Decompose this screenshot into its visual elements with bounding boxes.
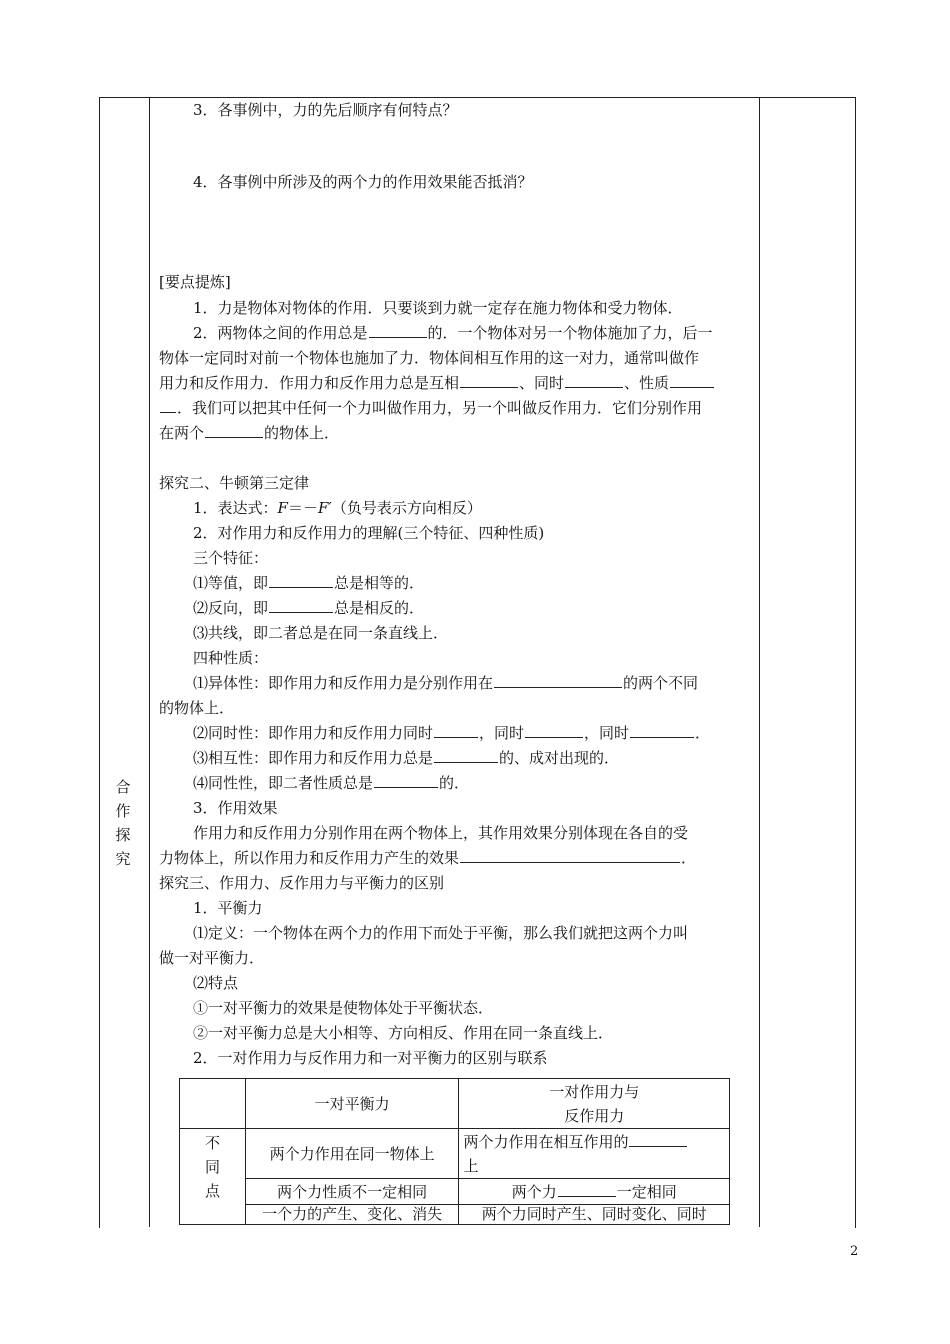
cell-balance: 一个力的产生、变化、消失	[245, 1205, 459, 1225]
key-point-2-line3	[159, 371, 715, 395]
fill-blank[interactable]	[434, 722, 478, 738]
topic-2-title: 探究二、牛顿第三定律	[159, 474, 310, 492]
property-4	[193, 771, 469, 795]
key-point-1: 1．力是物体对物体的作用．只要谈到力就一定存在施力物体和受力物体．	[193, 299, 683, 317]
section-label-char: 究	[115, 850, 131, 868]
text: ，同时	[584, 724, 630, 742]
features-heading: ⑵特点	[193, 974, 239, 992]
fill-blank[interactable]	[670, 372, 714, 388]
fill-blank[interactable]	[460, 372, 518, 388]
effect-line1: 作用力和反作用力分别作用在两个物体上，其作用效果分别体现在各自的受	[193, 824, 689, 842]
table-row	[180, 1179, 730, 1205]
row-heading-char: 同	[204, 1158, 220, 1176]
cell-action	[459, 1129, 730, 1179]
text: 、同时	[519, 374, 565, 392]
property-1-line2: 的物体上．	[159, 699, 235, 717]
text: 用力和反作用力．作用力和反作用力总是互相	[159, 374, 460, 392]
header-line: 一对作用力与	[549, 1082, 640, 1101]
fill-blank[interactable]	[630, 722, 694, 738]
text: ．	[681, 849, 697, 867]
text: ．	[695, 724, 711, 742]
fill-blank[interactable]	[525, 722, 583, 738]
column-divider-right	[759, 97, 760, 1227]
row-heading-char: 不	[204, 1134, 220, 1152]
cell-action: 两个力同时产生、同时变化、同时	[459, 1205, 730, 1225]
understanding-line: 2．对作用力和反作用力的理解(三个特征、四种性质)	[193, 524, 545, 542]
feature-1	[193, 571, 424, 595]
text: ⑴异体性：即作用力和反作用力是分别作用在	[193, 674, 494, 692]
table-header-row	[180, 1079, 730, 1129]
text: 总是相反的．	[334, 599, 425, 617]
comparison-table	[179, 1078, 730, 1225]
section-label-char: 探	[115, 826, 131, 844]
four-properties-heading: 四种性质：	[193, 649, 269, 667]
topic-3-title: 探究三、作用力、反作用力与平衡力的区别	[159, 874, 445, 892]
effect-line2	[159, 846, 696, 870]
key-points-header: [要点提炼]	[159, 273, 231, 291]
formula-op: ＝－	[287, 499, 318, 517]
comparison-heading: 2．一对作用力与反作用力和一对平衡力的区别与联系	[193, 1049, 548, 1067]
text: ⑵同时性：即作用力和反作用力同时	[193, 724, 434, 742]
fill-blank[interactable]	[434, 747, 498, 763]
cell-action	[459, 1179, 730, 1205]
table-row	[180, 1129, 730, 1179]
text: 的、成对出现的．	[499, 749, 620, 767]
property-2	[193, 721, 710, 745]
fill-blank[interactable]	[269, 597, 333, 613]
text: 总是相等的．	[334, 574, 425, 592]
question-3: 3．各事例中，力的先后顺序有何特点？	[193, 101, 458, 119]
text: 的两个不同	[623, 674, 699, 692]
key-point-2-line5	[159, 421, 339, 445]
balance-force-heading: 1．平衡力	[193, 899, 263, 917]
property-1-line1	[193, 671, 698, 695]
formula-var: F	[277, 499, 288, 517]
text: 两个力	[511, 1182, 557, 1201]
text: （负号表示方向相反）	[331, 499, 482, 517]
effect-heading: 3．作用效果	[193, 799, 278, 817]
text: 上	[463, 1156, 479, 1175]
text: 力物体上，所以作用力和反作用力产生的效果	[159, 849, 460, 867]
question-4: 4．各事例中所涉及的两个力的作用效果能否抵消？	[193, 173, 533, 191]
text: 2．两物体之间的作用总是	[193, 324, 368, 342]
fill-blank[interactable]	[160, 397, 176, 413]
fill-blank[interactable]	[269, 572, 333, 588]
definition-line1: ⑴定义：一个物体在两个力的作用下而处于平衡，那么我们就把这两个力叫	[193, 924, 689, 942]
text: 1．表达式：	[193, 499, 278, 517]
fill-blank[interactable]	[460, 847, 680, 863]
expression-line	[193, 496, 482, 520]
row-heading-differences	[180, 1129, 246, 1225]
text: 一定相同	[616, 1182, 677, 1201]
header-action-reaction	[459, 1079, 730, 1129]
empty-header-cell	[180, 1079, 246, 1129]
text: ⑷同性性，即二者性质总是	[193, 774, 374, 792]
section-label-char: 作	[115, 802, 131, 820]
three-features-heading: 三个特征：	[193, 549, 269, 567]
property-3	[193, 746, 619, 770]
page-number: 2	[850, 1244, 859, 1259]
fill-blank[interactable]	[565, 372, 623, 388]
features-item-2: ②一对平衡力总是大小相等、方向相反、作用在同一条直线上．	[193, 1024, 614, 1042]
feature-2	[193, 596, 424, 620]
cell-balance: 两个力性质不一定相同	[245, 1179, 459, 1205]
text: ⑶相互性：即作用力和反作用力总是	[193, 749, 434, 767]
fill-blank[interactable]	[374, 772, 438, 788]
text: ⑴等值，即	[193, 574, 269, 592]
row-heading-char: 点	[204, 1182, 220, 1200]
header-balance: 一对平衡力	[245, 1079, 459, 1129]
column-divider-left	[149, 97, 150, 1227]
key-point-2-line1	[193, 321, 713, 345]
text: 、性质	[624, 374, 670, 392]
formula-var: F′	[317, 499, 332, 517]
features-item-1: ①一对平衡力的效果是使物体处于平衡状态．	[193, 999, 494, 1017]
text: ．我们可以把其中任何一个力叫做作用力，另一个叫做反作用力．它们分别作用	[177, 399, 703, 417]
text: 的．一个物体对另一个物体施加了力，后一	[427, 324, 713, 342]
fill-blank[interactable]	[369, 322, 427, 338]
text: 两个力作用在相互作用的	[463, 1132, 629, 1151]
text: 的物体上．	[264, 424, 340, 442]
text: ，同时	[479, 724, 525, 742]
section-label-char: 合	[115, 778, 131, 796]
definition-line2: 做一对平衡力．	[159, 949, 265, 967]
feature-3: ⑶共线，即二者总是在同一条直线上．	[193, 624, 449, 642]
text: 的．	[439, 774, 470, 792]
fill-blank[interactable]	[205, 422, 263, 438]
fill-blank[interactable]	[494, 672, 622, 688]
header-line: 反作用力	[564, 1106, 625, 1125]
cell-balance: 两个力作用在同一物体上	[245, 1129, 459, 1179]
text: 在两个	[159, 424, 205, 442]
text: ⑵反向，即	[193, 599, 269, 617]
fill-blank[interactable]	[629, 1131, 687, 1147]
key-point-2-line2: 物体一定同时对前一个物体也施加了力．物体间相互作用的这一对力，通常叫做作	[159, 349, 700, 367]
table-row	[180, 1205, 730, 1225]
section-label	[110, 775, 136, 871]
fill-blank[interactable]	[558, 1181, 616, 1197]
key-point-2-line4	[159, 396, 702, 420]
